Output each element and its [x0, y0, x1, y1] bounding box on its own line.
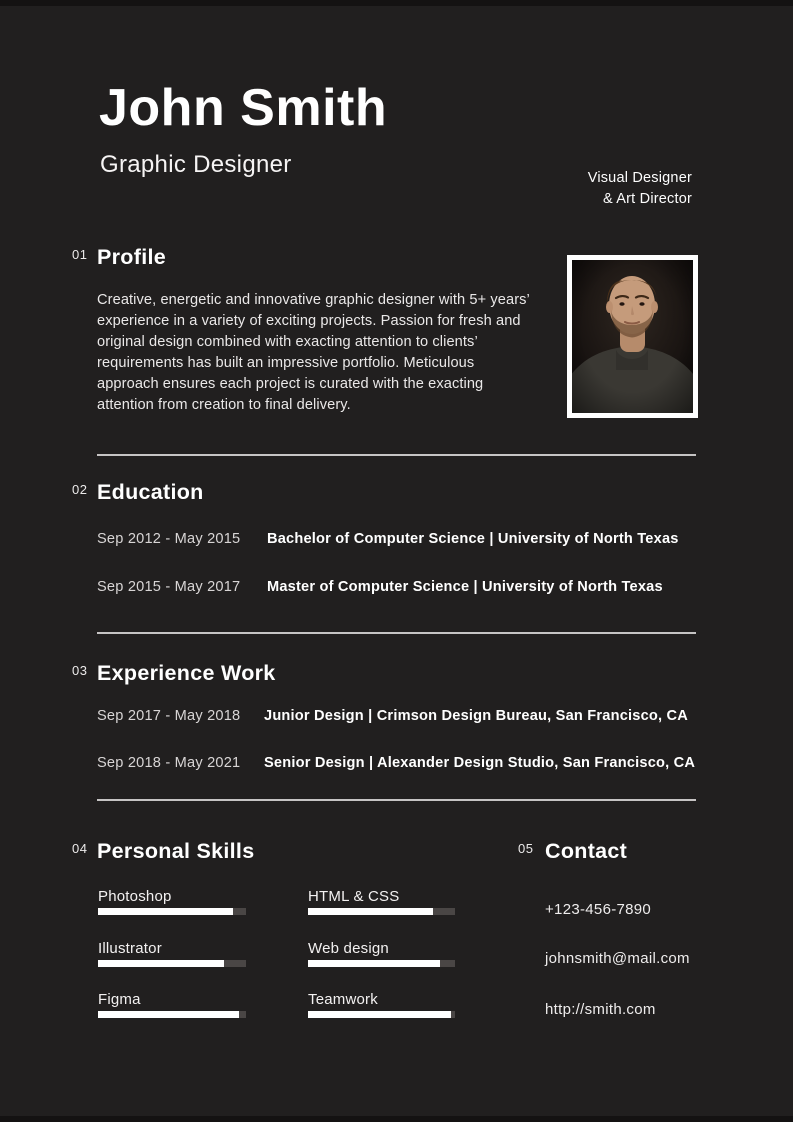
skill-label: Illustrator [98, 940, 162, 957]
tagline-line-2: & Art Director [602, 191, 692, 207]
skill-label: Figma [98, 991, 141, 1008]
section-title-experience: Experience Work [97, 661, 276, 685]
section-number-contact: 05 [518, 841, 534, 856]
portrait-photo [567, 255, 698, 418]
skill-bar [308, 960, 455, 967]
skill-bar-fill [98, 908, 233, 915]
section-number-profile: 01 [72, 247, 88, 262]
education-detail: Master of Computer Science | University of North Texas [267, 579, 663, 595]
skill-bar [98, 1011, 246, 1018]
experience-dates: Sep 2017 - May 2018 [97, 708, 241, 724]
skill-bar-fill [308, 908, 433, 915]
education-dates: Sep 2015 - May 2017 [97, 579, 241, 595]
skill-label: Photoshop [98, 888, 172, 905]
experience-dates: Sep 2018 - May 2021 [97, 755, 241, 771]
skill-bar [98, 960, 246, 967]
skill-bar [308, 908, 455, 915]
page-bottom-edge [0, 1116, 793, 1122]
section-title-education: Education [97, 480, 204, 504]
section-number-experience: 03 [72, 663, 88, 678]
education-dates: Sep 2012 - May 2015 [97, 531, 241, 547]
tagline [588, 168, 692, 210]
skill-bar [308, 1011, 455, 1018]
tagline-line-1: Visual Designer [587, 170, 692, 186]
job-title: Graphic Designer [100, 151, 292, 178]
divider [97, 799, 696, 801]
skill-bar-fill [98, 960, 224, 967]
phone-link[interactable]: +123-456-7890 [545, 901, 652, 918]
skill-label: Web design [308, 940, 389, 957]
skill-bar-fill [308, 960, 440, 967]
page-top-edge [0, 0, 793, 6]
divider [97, 454, 696, 456]
experience-detail: Junior Design | Crimson Design Bureau, San Francisco, CA [264, 708, 688, 724]
section-title-contact: Contact [545, 839, 628, 863]
section-title-skills: Personal Skills [97, 839, 255, 863]
education-detail: Bachelor of Computer Science | University of North Texas [267, 531, 679, 547]
experience-detail: Senior Design | Alexander Design Studio, San Francisco, CA [264, 755, 696, 771]
section-number-education: 02 [72, 482, 88, 497]
person-name: John Smith [99, 79, 388, 137]
skill-bar-fill [98, 1011, 239, 1018]
portrait-photo-illustration [572, 260, 693, 413]
skill-label: HTML & CSS [308, 888, 400, 905]
skill-label: Teamwork [308, 991, 378, 1008]
section-title-profile: Profile [97, 245, 167, 269]
divider [97, 632, 696, 634]
profile-text: Creative, energetic and innovative graphic designer with 5+ years’ experience in a variety of exciting projects. Passion for fresh and original design combined with exacting attention to clients’ requirements has built an impressive portfolio. Meticulous approach ensures each project is curated with the exacting attention from creation to final delivery. [97, 292, 530, 413]
website-link[interactable]: http://smith.com [545, 1001, 656, 1018]
section-number-skills: 04 [72, 841, 88, 856]
email-link[interactable]: johnsmith@mail.com [545, 950, 690, 967]
skill-bar [98, 908, 246, 915]
skill-bar-fill [308, 1011, 451, 1018]
